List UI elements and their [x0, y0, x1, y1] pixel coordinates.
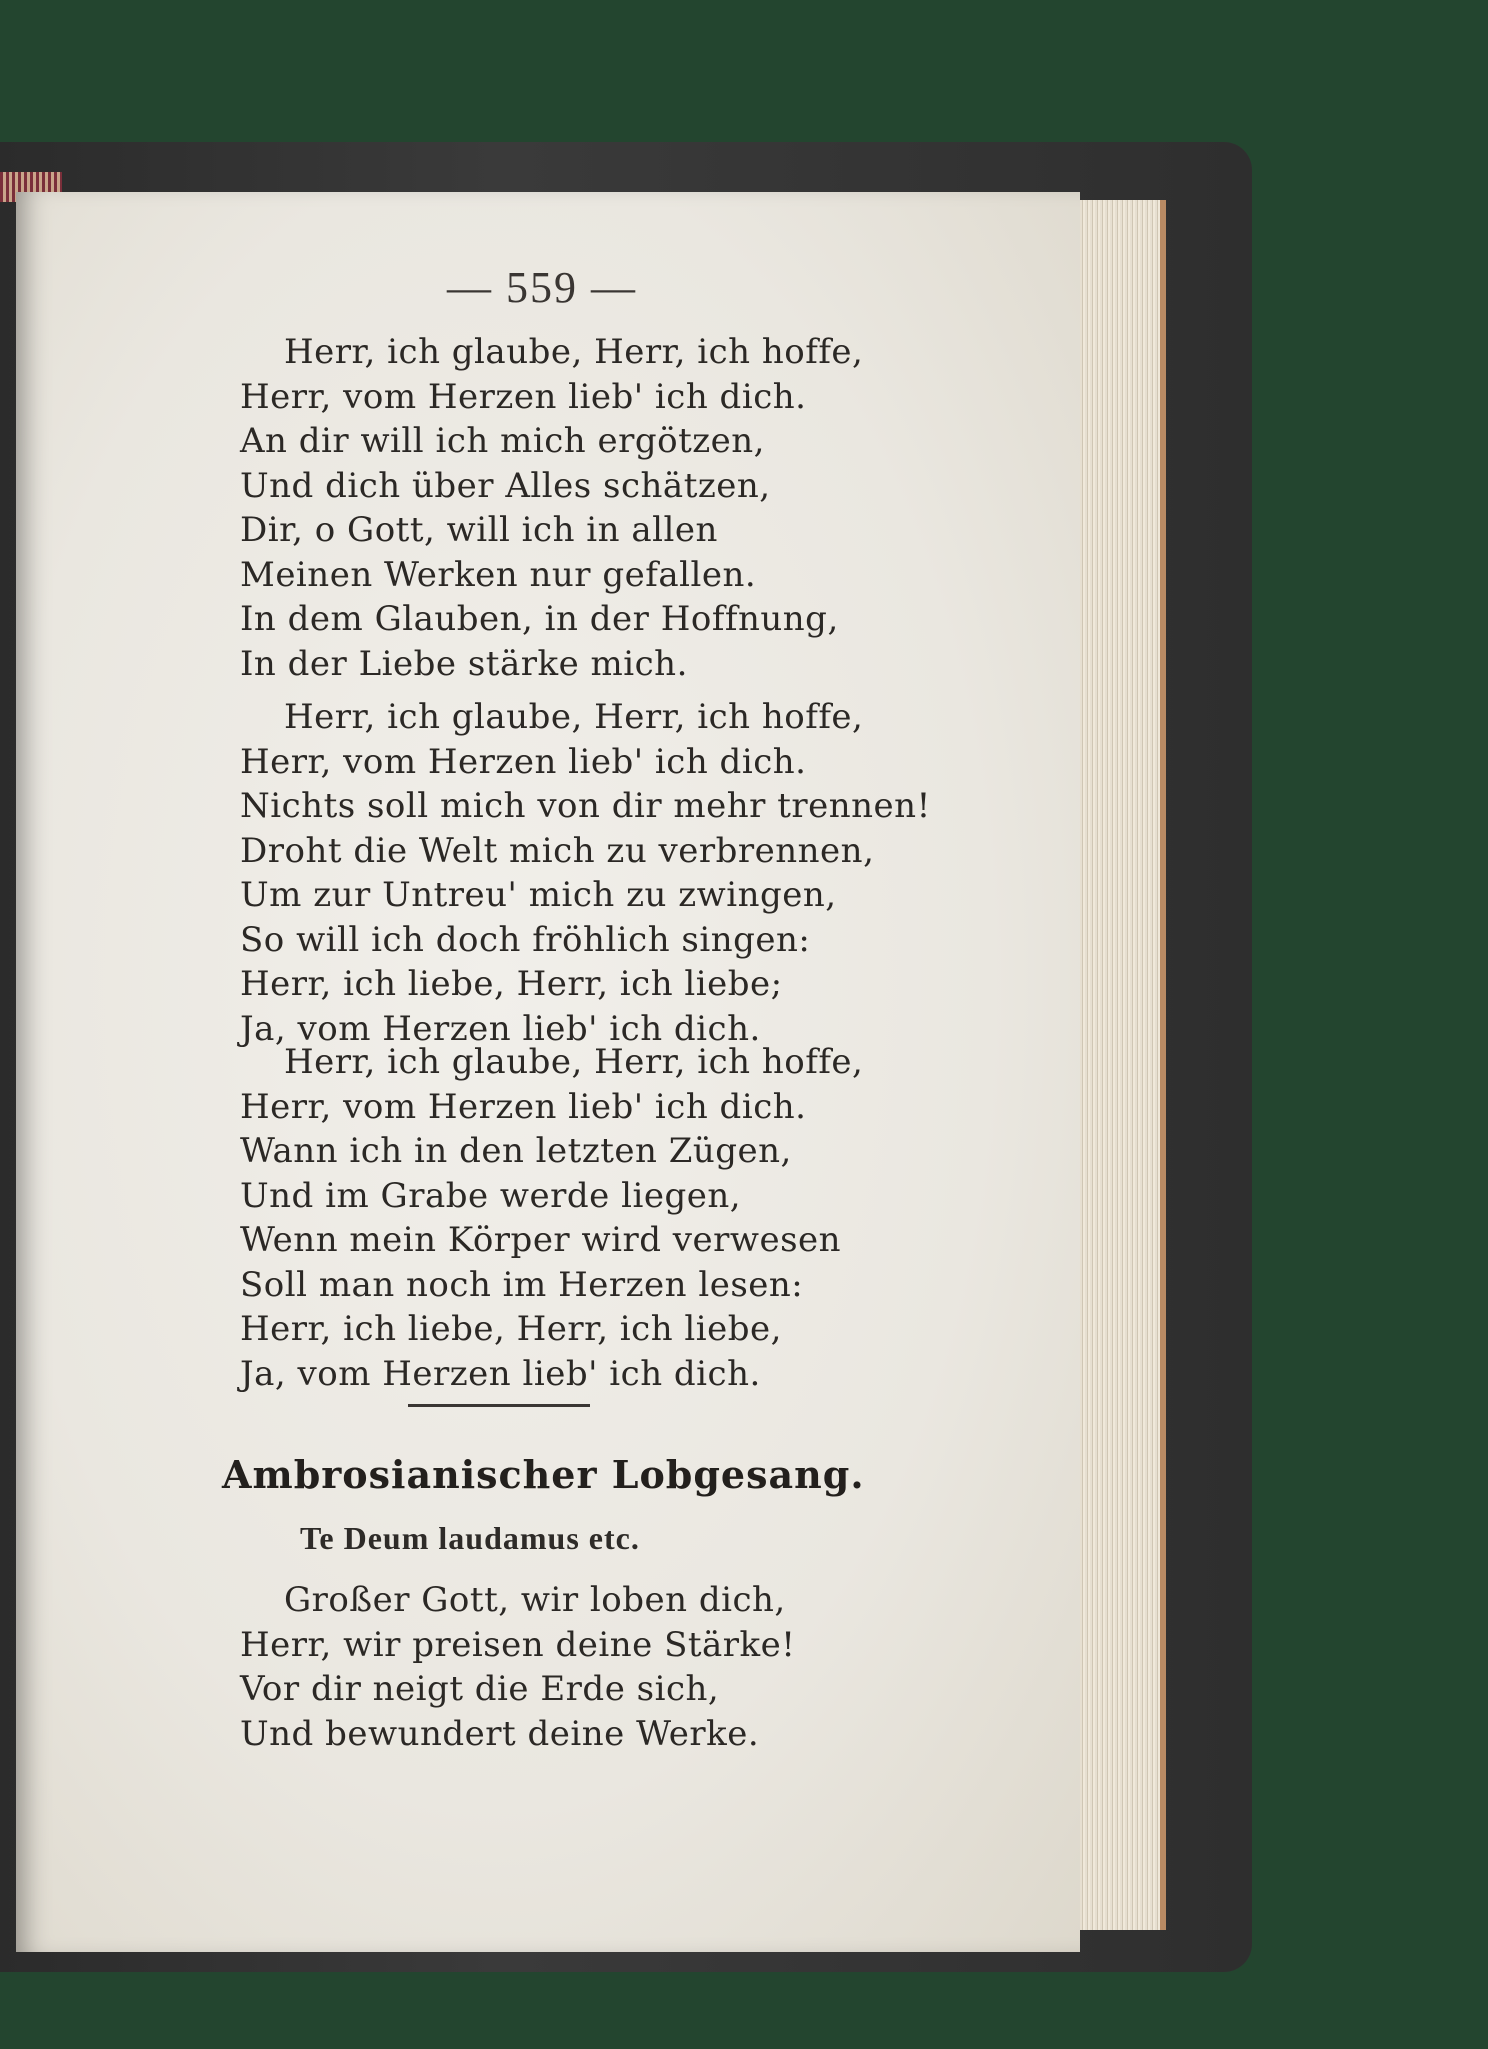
stanza-3 [240, 1040, 1080, 1396]
verse-line: Und im Grabe werde liegen, [240, 1175, 742, 1216]
verse-line: Nichts soll mich von dir mehr trennen! [240, 786, 931, 826]
verse-line: Ja, vom Herzen lieb' ich dich. [240, 1008, 761, 1049]
verse-line: Herr, vom Herzen lieb' ich dich. [240, 376, 807, 417]
verse-line: Herr, ich liebe, Herr, ich liebe, [240, 1309, 782, 1349]
stanza-2 [240, 695, 1080, 1051]
verse-line: Herr, ich glaube, Herr, ich hoffe, [284, 1042, 864, 1082]
verse-line: Herr, ich glaube, Herr, ich hoffe, [284, 332, 864, 372]
verse-line: Droht die Welt mich zu verbrennen, [240, 830, 875, 871]
verse-line: Ja, vom Herzen lieb' ich dich. [240, 1353, 761, 1394]
verse-line: Dir, o Gott, will ich in allen [240, 510, 718, 550]
verse-line: Herr, ich liebe, Herr, ich liebe; [240, 964, 783, 1004]
verse-line: Um zur Untreu' mich zu zwingen, [240, 875, 837, 915]
hymn-subtitle: Te Deum laudamus etc. [300, 1520, 640, 1556]
verse-line: Und bewundert deine Werke. [240, 1713, 760, 1754]
verse-line: Soll man noch im Herzen lesen: [240, 1264, 804, 1305]
verse-line: Herr, wir preisen deine Stärke! [240, 1624, 796, 1665]
verse-line: An dir will ich mich ergötzen, [240, 421, 765, 461]
verse-line: Und dich über Alles schätzen, [240, 465, 771, 506]
verse-line: So will ich doch fröhlich singen: [240, 919, 811, 960]
stanza-4 [240, 1578, 1080, 1756]
verse-line: Vor dir neigt die Erde sich, [240, 1669, 720, 1709]
verse-line: In der Liebe stärke mich. [240, 643, 688, 684]
verse-line: In dem Glauben, in der Hoffnung, [240, 599, 839, 639]
hymn-title: Ambrosianischer Lobgesang. [222, 1452, 865, 1497]
verse-line: Meinen Werken nur gefallen. [240, 554, 757, 595]
verse-line: Herr, ich glaube, Herr, ich hoffe, [284, 697, 864, 737]
verse-line: Herr, vom Herzen lieb' ich dich. [240, 1086, 807, 1127]
section-divider [408, 1404, 590, 1407]
verse-line: Großer Gott, wir loben dich, [284, 1580, 786, 1620]
verse-line: Herr, vom Herzen lieb' ich dich. [240, 741, 807, 782]
page-number: — 559 — [447, 263, 637, 312]
stanza-1 [240, 330, 1080, 686]
verse-line: Wann ich in den letzten Zügen, [240, 1131, 792, 1171]
verse-line: Wenn mein Körper wird verwesen [240, 1220, 842, 1260]
